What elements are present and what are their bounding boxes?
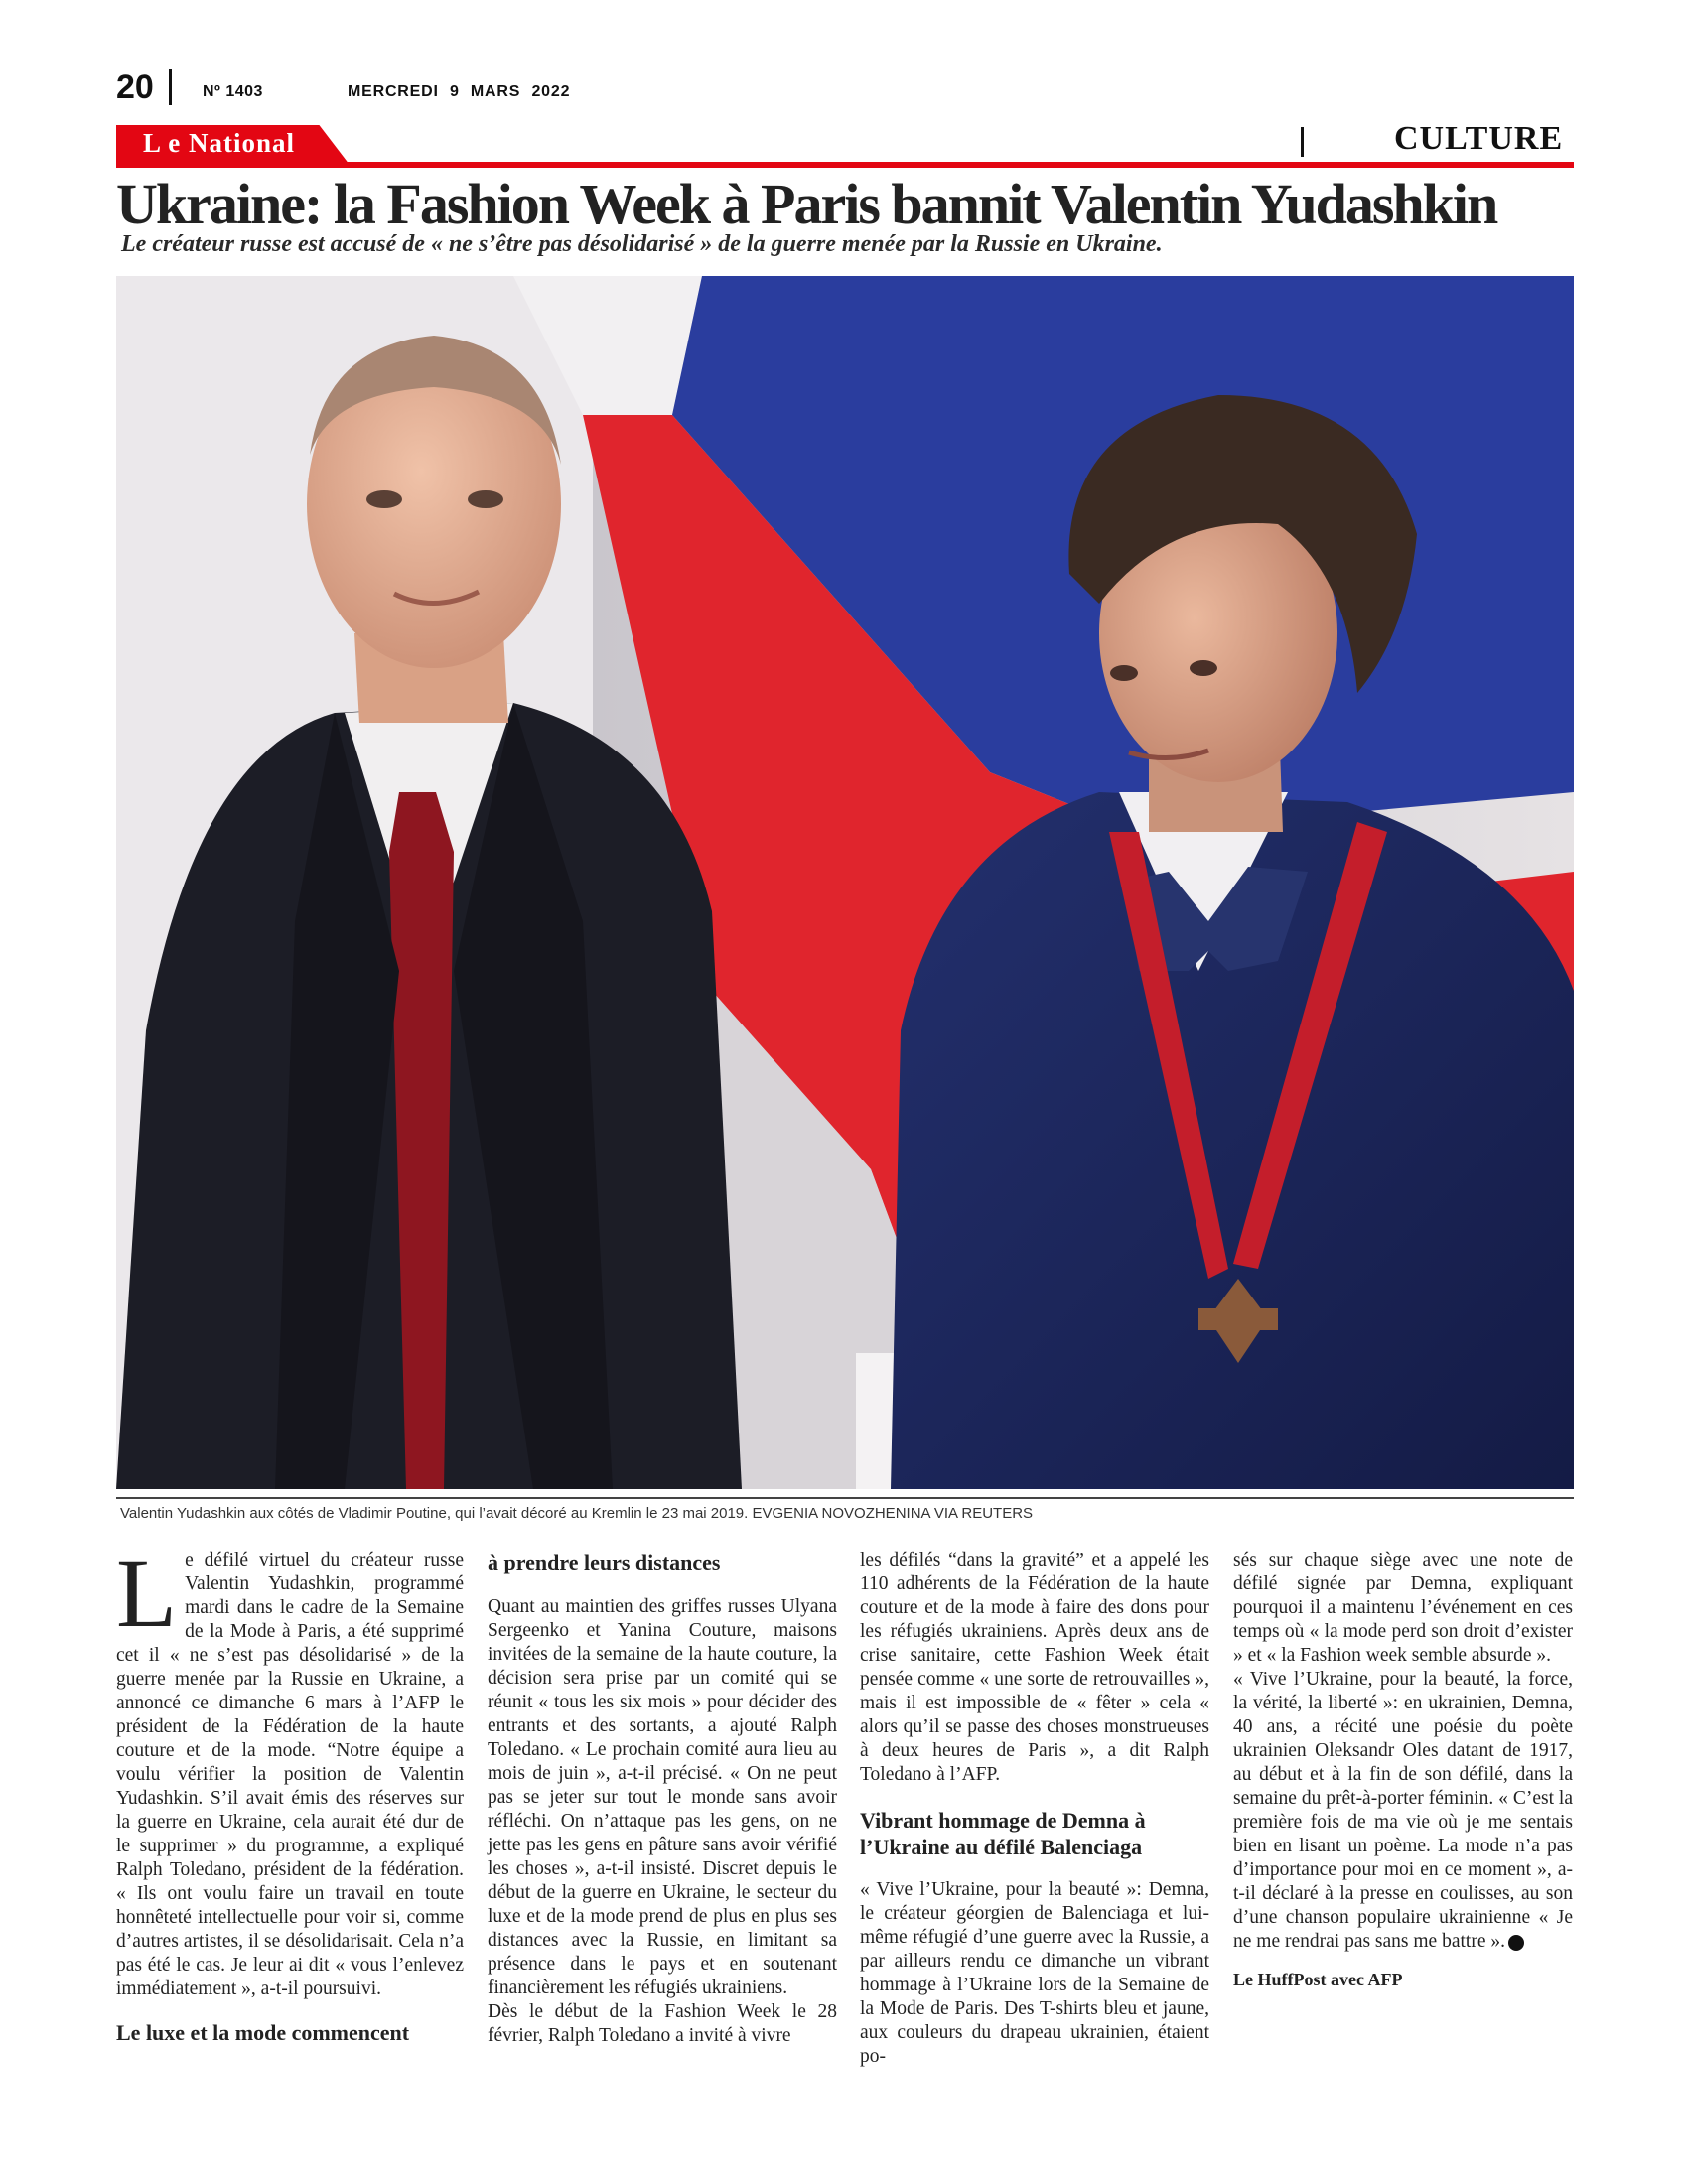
page-number: 20 xyxy=(116,68,154,106)
body-paragraph: e défilé virtuel du créateur russe Valentin Yudashkin, programmé mardi dans le cadre de la Semaine de la Mode à Paris, a été supprimé cet il « ne s’est pas désolidarisé » de la guerre menée par la Russie en Ukraine, a annoncé ce dimanche 6 mars à l’AFP le président de la Fédération de la haute couture et de la mode. “Notre équipe a voulu vérifier la position de Valentin Yudashkin. S’il avait émis des réserves sur la guerre en Ukraine, cela aurait été dur de le supprimer » du programme, a expliqué Ralph Toledano, président de la fédération. « Ils ont voulu faire un travail en toute honnêteté intellectuelle pour voir si, comme d’autres artistes, il se désolidarisait. Cela n’a pas été le cas. Je leur ai dit « vous l’enlevez immédiatement », a-t-il poursuivi. xyxy=(116,1550,464,1999)
article-photo xyxy=(116,276,1574,1489)
article-column-4 xyxy=(1233,1549,1573,1991)
brand-logo: L e National xyxy=(143,128,296,158)
byline: Le HuffPost avec AFP xyxy=(1233,1970,1403,1989)
issue-number: Nº 1403 xyxy=(203,83,263,100)
header-rule xyxy=(116,162,1574,168)
body-paragraph-text: « Vive l’Ukraine, pour la beauté, la force, la vérité, la liberté »: en ukrainien, Demna, 40 ans, a récité une poésie du poète ukrainien Oleksandr Oles datant de 1917, au début et à la fin de son défilé, dans la semaine du prêt-à-porter féminin. « C’est la première fois de ma vie où je me sentais bien en lisant un poème. La mode n’a pas d’importance pour moi en ce moment », a-t-il déclaré à la presse en coulisses, au son d’une chanson populaire ukrainienne « Je ne me rendrai pas sans me battre ». xyxy=(1233,1669,1573,1952)
article-column-1 xyxy=(116,1538,464,2046)
article-column-2 xyxy=(488,1549,837,2048)
subheading: Le luxe et la mode commencent xyxy=(116,2020,410,2045)
article-column-3 xyxy=(860,1549,1209,2069)
body-paragraph xyxy=(1233,1668,1573,1954)
photo-illustration xyxy=(116,276,1574,1489)
section-divider xyxy=(1301,127,1304,157)
caption-rule xyxy=(116,1497,1574,1499)
body-paragraph: sés sur chaque siège avec une note de défilé signée par Demna, expliquant pourquoi il a maintenu l’événement en ces temps où « la mode perd son droit d’exister » et « la Fashion week semble absurde ». xyxy=(1233,1550,1573,1666)
folio-divider xyxy=(169,69,172,105)
subheading: à prendre leurs distances xyxy=(488,1550,721,1574)
dropcap: L xyxy=(116,1538,178,1648)
body-paragraph: « Vive l’Ukraine, pour la beauté »: Demna, le créateur géorgien de Balenciaga et lui-même réfugié d’une guerre avec la Russie, a par ailleurs rendu ce dimanche un vibrant hommage à l’Ukraine lors de la Semaine de la Mode de Paris. Des T-shirts bleu et jaune, aux couleurs du drapeau ukrainien, étaient po- xyxy=(860,1879,1209,2067)
body-paragraph: Dès le début de la Fashion Week le 28 février, Ralph Toledano a invité à vivre xyxy=(488,2001,837,2046)
body-paragraph: les défilés “dans la gravité” et a appelé les 110 adhérents de la Fédération de la haute couture et de la mode à faire des dons pour les réfugiés ukrainiens. Après deux ans de crise sanitaire, cette Fashion Week était pensée comme « une sorte de retrouvailles », mais il est impossible de « fêter » cela « alors qu’il se passe des choses monstrueuses à deux heures de Paris », a dit Ralph Toledano à l’AFP. xyxy=(860,1550,1209,1785)
section-title: CULTURE xyxy=(1394,120,1564,157)
end-mark-icon xyxy=(1508,1935,1524,1951)
deck: Le créateur russe est accusé de « ne s’être pas désolidarisé » de la guerre menée par la Russie en Ukraine. xyxy=(121,231,1163,257)
issue-date: MERCREDI 9 MARS 2022 xyxy=(348,83,571,100)
headline: Ukraine: la Fashion Week à Paris bannit Valentin Yudashkin xyxy=(116,172,1497,236)
photo-caption: Valentin Yudashkin aux côtés de Vladimir Poutine, qui l’avait décoré au Kremlin le 23 mai 2019. EVGENIA NOVOZHENINA VIA REUTERS xyxy=(120,1505,1034,1522)
body-paragraph: Quant au maintien des griffes russes Ulyana Sergeenko et Yanina Couture, maisons invitées de la semaine de la haute couture, la décision sera prise par un comité qui se réunit « tous les six mois » pour décider des entrants et des sortants, a ajouté Ralph Toledano. « Le prochain comité aura lieu au mois de juin », a-t-il précisé. « On ne peut pas se jeter sur tout le monde sans avoir réfléchi. On n’attaque pas les gens, on ne jette pas les gens en pâture sans avoir vérifié les choses », a-t-il insisté. Discret depuis le début de la guerre en Ukraine, le secteur du luxe et de la mode prend de plus en plus ses distances avec la Russie, en limitant sa présence dans le pays et en soutenant financièrement les réfugiés ukrainiens. xyxy=(488,1596,837,1998)
subheading: Vibrant hommage de Demna à l’Ukraine au défilé Balenciaga xyxy=(860,1808,1146,1859)
